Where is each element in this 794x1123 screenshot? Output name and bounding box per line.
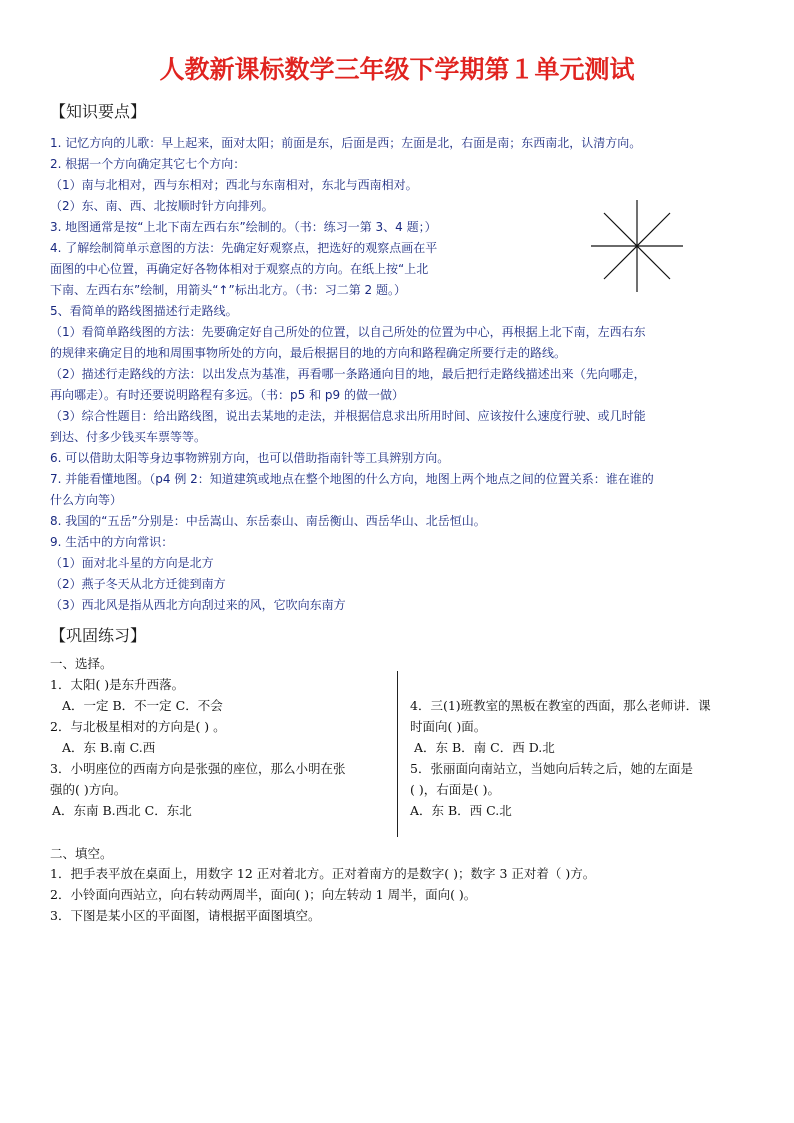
knowledge-line: 4. 了解绘制简单示意图的方法：先确定好观察点，把选好的观察点画在平 [50, 241, 438, 255]
knowledge-line: （3）综合性题目：给出路线图，说出去某地的走法，并根据信息求出所用时间、应该按什么速度行驶、或几时能 [50, 409, 646, 423]
question-options: A．东 B.南 C.西 [62, 740, 156, 755]
section-1-title: 一、选择。 [50, 656, 113, 671]
knowledge-line: 面图的中心位置，再确定好各物体相对于观察点的方向。在纸上按“上北 [50, 262, 429, 276]
question-line: 时面向( )面。 [410, 719, 487, 734]
knowledge-line: 的规律来确定目的地和周围事物所处的方向，最后根据目的地的方向和路程确定所要行走的路线。 [50, 346, 567, 360]
knowledge-line: 5、看简单的路线图描述行走路线。 [50, 304, 238, 318]
question-line: 强的( )方向。 [50, 782, 127, 797]
knowledge-line: （2）描述行走路线的方法：以出发点为基准，再看哪一条路通向目的地，最后把行走路线描述出来（先向哪走， [50, 367, 646, 381]
practice-heading: 【巩固练习】 [50, 626, 147, 645]
knowledge-line: （1）南与北相对，西与东相对；西北与东南相对，东北与西南相对。 [50, 178, 418, 192]
knowledge-line: 下南、左西右东”绘制，用箭头“↑”标出北方。（书：习二第 2 题。） [50, 283, 406, 297]
knowledge-line: 再向哪走）。有时还要说明路程有多远。（书：p5 和 p9 的做一做） [50, 388, 404, 402]
question-options: A．东 B．南 C．西 D.北 [414, 740, 555, 755]
knowledge-line: 1. 记忆方向的儿歌：早上起来，面对太阳；前面是东，后面是西；左面是北，右面是南；东西南北，认清方向。 [50, 136, 642, 150]
question-line: 4．三(1)班教室的黑板在教室的西面，那么老师讲．课 [410, 698, 711, 713]
question-line: ( )，右面是( )。 [410, 782, 500, 797]
question-options: A．东 B．西 C.北 [410, 803, 512, 818]
knowledge-line: 8. 我国的“五岳”分别是：中岳嵩山、东岳泰山、南岳衡山、西岳华山、北岳恒山。 [50, 514, 486, 528]
knowledge-heading: 【知识要点】 [50, 102, 147, 121]
knowledge-line: （1）面对北斗星的方向是北方 [50, 556, 214, 570]
question-line: 2．小铃面向西站立，向右转动两周半，面向( )；向左转动 1 周半，面向( )。 [50, 887, 477, 902]
page-title: 人教新课标数学三年级下学期第１单元测试 [159, 55, 635, 84]
question-line: 1．太阳( )是东升西落。 [50, 677, 185, 692]
knowledge-line: 3. 地图通常是按“上北下南左西右东”绘制的。（书：练习一第 3、4 题；） [50, 220, 437, 234]
knowledge-line: 7. 并能看懂地图。（p4 例 2：知道建筑或地点在整个地图的什么方向，地图上两个地点之间的位置关系：谁在谁的 [50, 472, 654, 486]
question-options: A．东南 B.西北 C．东北 [52, 803, 192, 818]
question-line: 2．与北极星相对的方向是( ) 。 [50, 719, 226, 734]
knowledge-line: 9. 生活中的方向常识： [50, 535, 174, 549]
knowledge-line: 到达、付多少钱买车票等等。 [50, 430, 207, 444]
knowledge-line: （2）东、南、西、北按顺时针方向排列。 [50, 199, 274, 213]
section-2-title: 二、填空。 [50, 846, 113, 861]
knowledge-line: 什么方向等） [50, 493, 123, 507]
column-divider [397, 671, 398, 837]
knowledge-line: （2）燕子冬天从北方迁徙到南方 [50, 577, 226, 591]
question-line: 5．张丽面向南站立，当她向后转之后，她的左面是 [410, 761, 693, 776]
question-line: 3．下图是某小区的平面图，请根据平面图填空。 [50, 908, 321, 923]
knowledge-line: （1）看简单路线图的方法：先要确定好自己所处的位置，以自己所处的位置为中心，再根据上北下南，左西右东 [50, 325, 646, 339]
question-line: 1．把手表平放在桌面上，用数字 12 正对着北方。正对着南方的是数字( )；数字 3 正对着（ )方。 [50, 866, 596, 881]
knowledge-line: （3）西北风是指从西北方向刮过来的风，它吹向东南方 [50, 598, 346, 612]
question-line: 3．小明座位的西南方向是张强的座位，那么小明在张 [50, 761, 346, 776]
compass-rose-icon [587, 196, 687, 296]
knowledge-line: 6. 可以借助太阳等身边事物辨别方向，也可以借助指南针等工具辨别方向。 [50, 451, 450, 465]
knowledge-line: 2. 根据一个方向确定其它七个方向： [50, 157, 246, 171]
question-options: A．一定 B．不一定 C．不会 [62, 698, 223, 713]
